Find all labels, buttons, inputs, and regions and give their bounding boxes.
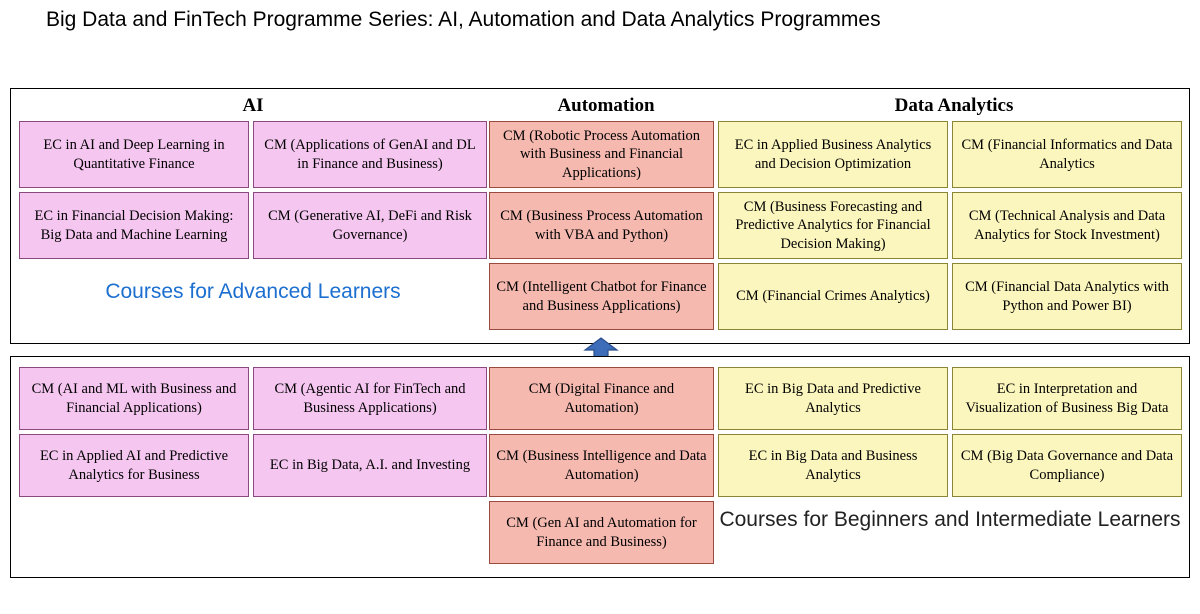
column-header-data-analytics: Data Analytics (894, 95, 1014, 116)
page-title: Big Data and FinTech Programme Series: AI, Automation and Data Analytics Programmes (46, 8, 881, 31)
course-box[interactable]: CM (Big Data Governance and Data Compliance) (952, 434, 1182, 497)
column-header-automation: Automation (557, 95, 655, 116)
course-box[interactable]: EC in AI and Deep Learning in Quantitative Finance (19, 121, 249, 188)
advanced-learners-panel (10, 88, 1190, 344)
course-box[interactable]: EC in Applied Business Analytics and Decision Optimization (718, 121, 948, 188)
course-box[interactable]: CM (Generative AI, DeFi and Risk Governance) (253, 192, 487, 259)
course-box[interactable]: CM (Agentic AI for FinTech and Business Applications) (253, 367, 487, 430)
course-box[interactable]: CM (Financial Crimes Analytics) (718, 263, 948, 330)
column-header-ai: AI (242, 95, 264, 116)
course-box[interactable]: CM (Financial Data Analytics with Python and Power BI) (952, 263, 1182, 330)
course-box[interactable]: CM (Gen AI and Automation for Finance and Business) (489, 501, 714, 564)
course-box[interactable]: CM (Business Forecasting and Predictive Analytics for Financial Decision Making) (718, 192, 948, 259)
course-box[interactable]: CM (Robotic Process Automation with Business and Financial Applications) (489, 121, 714, 188)
beginner-intermediate-label: Courses for Beginners and Intermediate Learners (719, 508, 1181, 531)
course-box[interactable]: CM (Technical Analysis and Data Analytics for Stock Investment) (952, 192, 1182, 259)
course-box[interactable]: CM (Intelligent Chatbot for Finance and Business Applications) (489, 263, 714, 330)
course-box[interactable]: CM (Financial Informatics and Data Analytics (952, 121, 1182, 188)
course-box[interactable]: EC in Big Data and Predictive Analytics (718, 367, 948, 430)
course-box[interactable]: EC in Applied AI and Predictive Analytics for Business (19, 434, 249, 497)
course-box[interactable]: EC in Financial Decision Making: Big Data and Machine Learning (19, 192, 249, 259)
course-box[interactable]: CM (AI and ML with Business and Financial Applications) (19, 367, 249, 430)
advanced-learners-label: Courses for Advanced Learners (105, 280, 401, 303)
course-box[interactable]: CM (Business Intelligence and Data Automation) (489, 434, 714, 497)
course-box[interactable]: CM (Business Process Automation with VBA and Python) (489, 192, 714, 259)
course-box[interactable]: EC in Big Data, A.I. and Investing (253, 434, 487, 497)
course-box[interactable]: CM (Applications of GenAI and DL in Finance and Business) (253, 121, 487, 188)
course-box[interactable]: CM (Digital Finance and Automation) (489, 367, 714, 430)
beginner-intermediate-panel (10, 356, 1190, 578)
course-box[interactable]: EC in Interpretation and Visualization of Business Big Data (952, 367, 1182, 430)
course-box[interactable]: EC in Big Data and Business Analytics (718, 434, 948, 497)
